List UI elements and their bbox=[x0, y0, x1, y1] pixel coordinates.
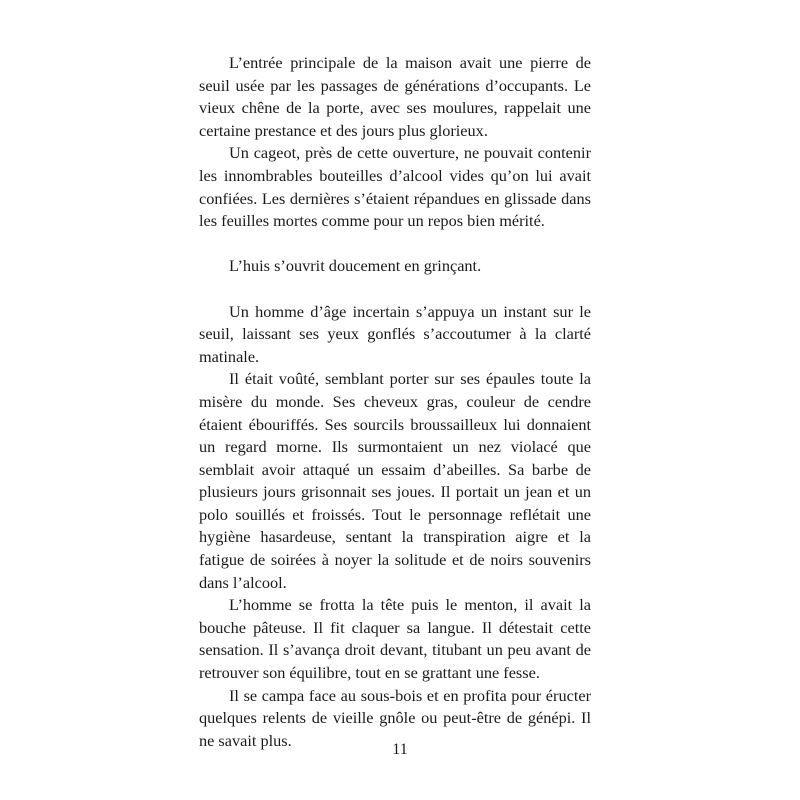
section-gap bbox=[199, 278, 591, 301]
paragraph: Il se campa face au sous-bois et en profita pour éructer quelques relents de vieille gnôle ou peut-être de génépi. Il ne savait plus. bbox=[199, 685, 591, 750]
paragraph: Un cageot, près de cette ouverture, ne pouvait contenir les innombrables bouteilles d’alcool vides qu’on lui avait confiées. Les dernières s’étaient répandues en glissade dans les feuilles mortes comme pour un repos bien mérité. bbox=[199, 143, 591, 231]
paragraph: Un homme d’âge incertain s’appuya un instant sur le seuil, laissant ses yeux gonflés s’accoutumer à la clarté matinale. bbox=[199, 301, 591, 366]
section-gap bbox=[199, 233, 591, 256]
body-text bbox=[199, 52, 591, 752]
paragraph: L’homme se frotta la tête puis le menton, il avait la bouche pâteuse. Il fit claquer sa langue. Il détestait cette sensation. Il s’avança droit devant, titubant un peu avant de retrouver son équilibre, tout en se grattant une fesse. bbox=[199, 595, 591, 683]
paragraph: L’entrée principale de la maison avait une pierre de seuil usée par les passages de générations d’occupants. Le vieux chêne de la porte, avec ses moulures, rappelait une certaine prestance et des jours plus glorieux. bbox=[199, 53, 591, 140]
paragraph: Il était voûté, semblant porter sur ses épaules toute la misère du monde. Ses cheveux gras, couleur de cendre étaient ébouriffés. Ses sourcils broussailleux lui donnaient un regard morne. Ils surmontaient un nez violacé que semblait avoir attaqué un essaim d’abeilles. Sa barbe de plusieurs jours grisonnait ses joues. Il portait un jean et un polo souillés et froissés. Tout le personnage reflétait une hygiène hasardeuse, sentant la transpiration aigre et la fatigue de soirées à noyer la solitude et de noirs souvenirs dans l’alcool. bbox=[199, 369, 591, 592]
page-number: 11 bbox=[392, 741, 408, 758]
paragraph: L’huis s’ouvrit doucement en grinçant. bbox=[229, 256, 482, 276]
